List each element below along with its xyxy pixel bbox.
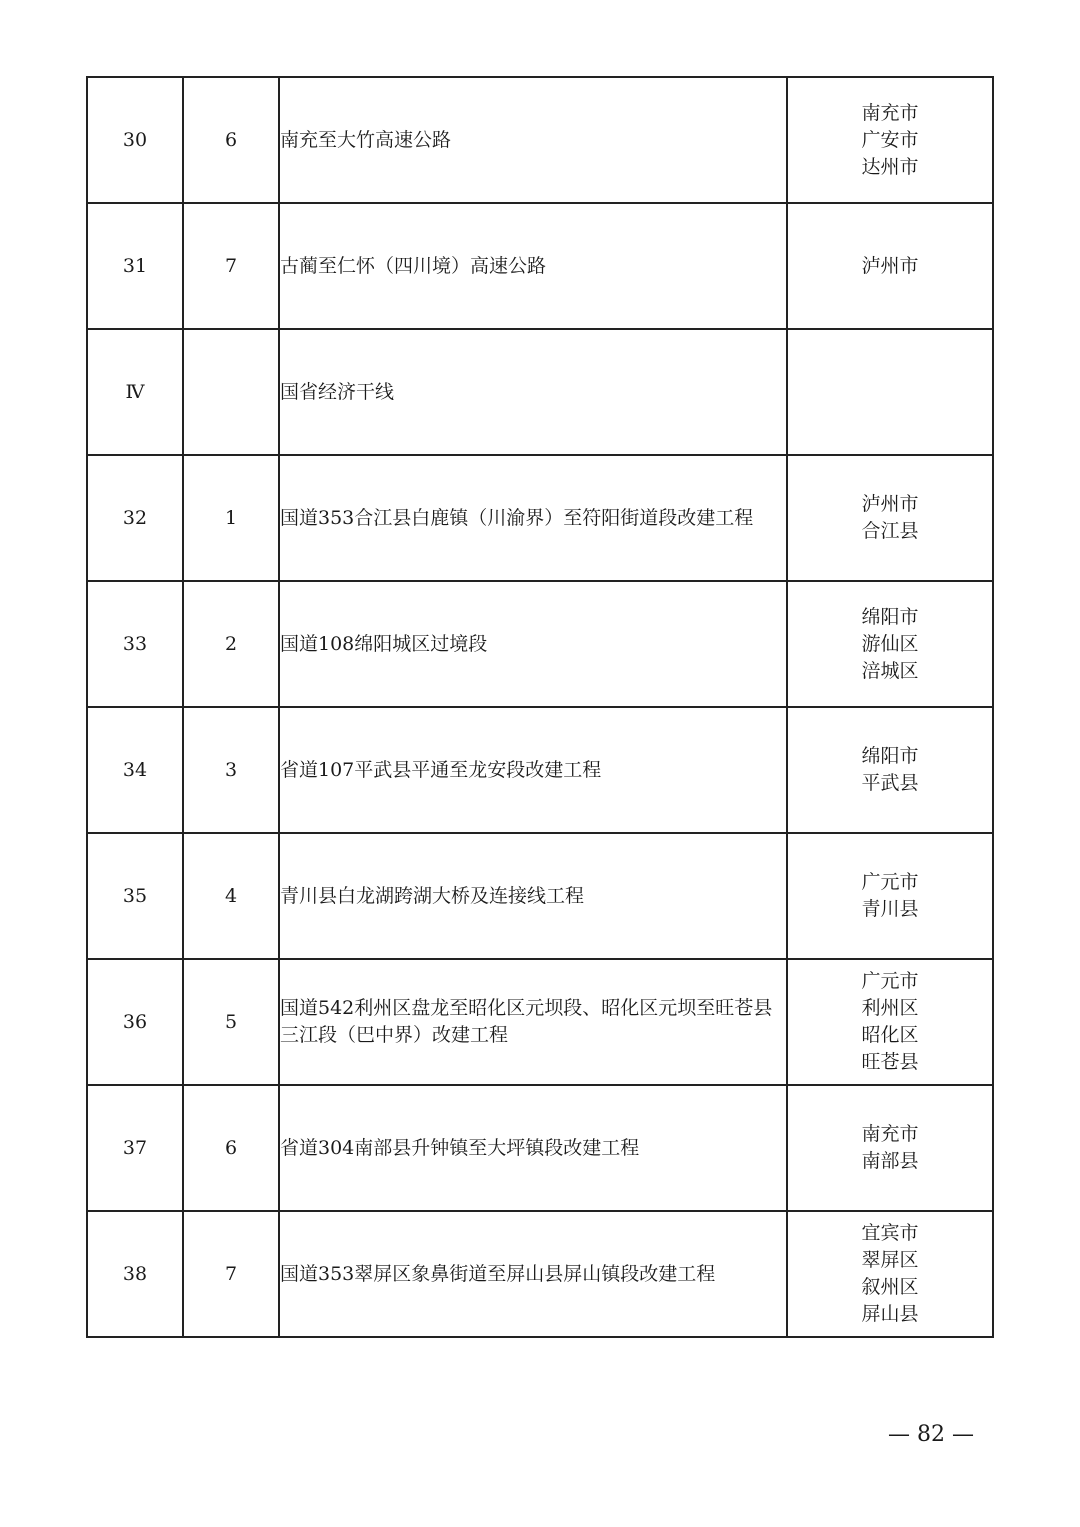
region-item: 屏山县 [861, 1303, 919, 1325]
sub-number: 5 [183, 959, 279, 1085]
region-cell [787, 707, 993, 833]
project-name: 国道108绵阳城区过境段 [279, 581, 787, 707]
region-cell [787, 581, 993, 707]
sequence-number: 30 [87, 77, 183, 203]
region-cell [787, 203, 993, 329]
region-item: 达州市 [861, 155, 919, 178]
table-row [87, 1085, 993, 1211]
region-item: 昭化区 [861, 1024, 919, 1046]
region-item: 绵阳市 [861, 605, 919, 628]
project-name: 国道542利州区盘龙至昭化区元坝段、昭化区元坝至旺苍县三江段（巴中界）改建工程 [279, 959, 787, 1085]
sub-number [183, 329, 279, 455]
region-item: 合江县 [861, 520, 919, 542]
sequence-number: 38 [87, 1211, 183, 1337]
region-item: 南充市 [861, 101, 919, 124]
region-cell [787, 833, 993, 959]
region-item: 广元市 [861, 871, 919, 893]
region-item: 南部县 [861, 1150, 919, 1172]
section-header-row [87, 329, 993, 455]
region-item: 泸州市 [861, 254, 919, 277]
sequence-number: 32 [87, 455, 183, 581]
region-item: 广元市 [861, 970, 919, 992]
region-cell [787, 455, 993, 581]
section-number: Ⅳ [87, 329, 183, 455]
sub-number: 2 [183, 581, 279, 707]
project-name: 国道353合江县白鹿镇（川渝界）至符阳街道段改建工程 [279, 455, 787, 581]
table-row [87, 203, 993, 329]
table-row [87, 77, 993, 203]
region-cell [787, 1211, 993, 1337]
region-item: 游仙区 [861, 632, 919, 655]
region-item: 旺苍县 [861, 1051, 919, 1073]
sub-number: 6 [183, 1085, 279, 1211]
sub-number: 3 [183, 707, 279, 833]
table-row [87, 581, 993, 707]
region-item: 泸州市 [861, 493, 919, 515]
sequence-number: 33 [87, 581, 183, 707]
project-table [86, 76, 994, 1338]
table-row [87, 1211, 993, 1337]
sequence-number: 36 [87, 959, 183, 1085]
region-item: 叙州区 [861, 1276, 919, 1298]
project-name: 古蔺至仁怀（四川境）高速公路 [279, 203, 787, 329]
table-row [87, 833, 993, 959]
section-title: 国省经济干线 [279, 329, 787, 455]
region-cell [787, 959, 993, 1085]
region-item: 利州区 [861, 997, 919, 1019]
region-cell [787, 1085, 993, 1211]
region-item: 青川县 [861, 898, 919, 920]
sub-number: 6 [183, 77, 279, 203]
sub-number: 7 [183, 1211, 279, 1337]
project-name: 省道304南部县升钟镇至大坪镇段改建工程 [279, 1085, 787, 1211]
project-name: 南充至大竹高速公路 [279, 77, 787, 203]
region-cell [787, 77, 993, 203]
region-item: 广安市 [861, 128, 919, 151]
table-row [87, 959, 993, 1085]
region-item: 平武县 [861, 772, 919, 794]
table-row [87, 455, 993, 581]
sequence-number: 35 [87, 833, 183, 959]
region-item: 翠屏区 [861, 1249, 919, 1271]
region-item: 绵阳市 [861, 745, 919, 767]
page-number: — 82 — [888, 1422, 974, 1447]
region-item: 南充市 [861, 1123, 919, 1145]
sequence-number: 31 [87, 203, 183, 329]
region-item: 涪城区 [861, 659, 919, 682]
region-cell [787, 329, 993, 455]
project-name: 国道353翠屏区象鼻街道至屏山县屏山镇段改建工程 [279, 1211, 787, 1337]
region-item: 宜宾市 [861, 1222, 919, 1244]
sequence-number: 37 [87, 1085, 183, 1211]
project-name: 省道107平武县平通至龙安段改建工程 [279, 707, 787, 833]
project-name: 青川县白龙湖跨湖大桥及连接线工程 [279, 833, 787, 959]
sub-number: 4 [183, 833, 279, 959]
sub-number: 7 [183, 203, 279, 329]
sub-number: 1 [183, 455, 279, 581]
table-row [87, 707, 993, 833]
sequence-number: 34 [87, 707, 183, 833]
